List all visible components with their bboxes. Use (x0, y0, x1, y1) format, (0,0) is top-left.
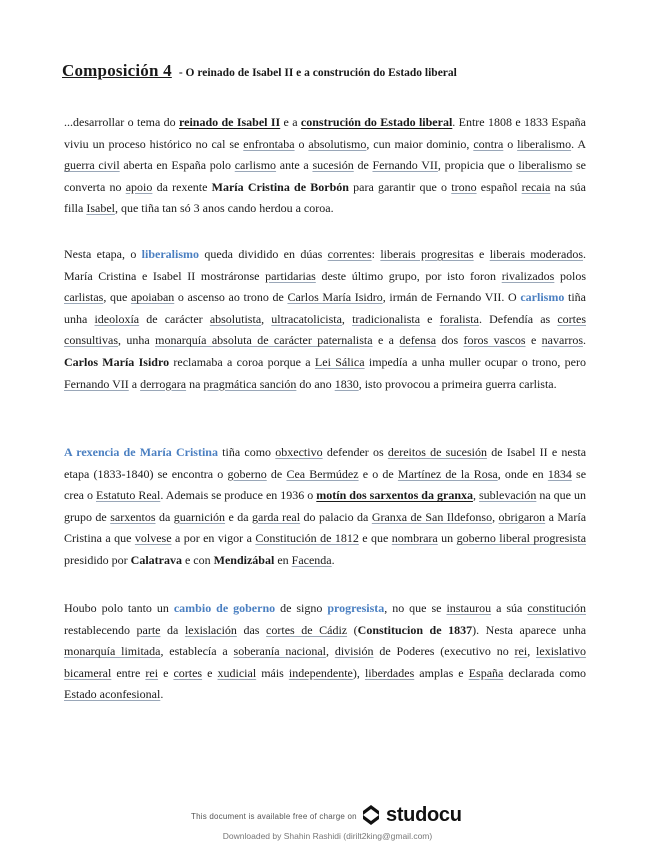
text-run: , (473, 488, 480, 503)
text-run: , cun maior dominio, (366, 136, 474, 151)
text-run: . Ademais se produce en 1936 o (160, 488, 317, 503)
text-run: da rexente (152, 179, 212, 194)
text-run: : (371, 247, 381, 261)
bold-term: Mendizábal (213, 552, 275, 567)
text-run: , (261, 311, 272, 326)
availability-note: This document is available free of charge on (191, 812, 357, 821)
text-run: Nesta etapa, o (64, 247, 142, 261)
underlined-term: Carlos María Isidro (287, 290, 383, 305)
underlined-term: ideoloxía (94, 311, 140, 326)
underlined-term: soberanía nacional (233, 644, 326, 659)
underlined-term: parte (136, 622, 161, 637)
text-run: na (186, 376, 204, 391)
paragraph-4 (64, 598, 586, 706)
underlined-term: partidarias (265, 268, 316, 283)
bold-term: construción do Estado liberal (300, 115, 453, 129)
text-run: tiña unha (64, 290, 586, 326)
paragraph-3 (64, 442, 586, 572)
highlighted-term: cambio de goberno (173, 601, 276, 615)
underlined-term: ultracatolicista (271, 311, 342, 326)
underlined-term: España (468, 665, 504, 680)
text-run: , onde en (497, 466, 548, 481)
underlined-term: garda real (252, 509, 301, 524)
underlined-term: contra (473, 136, 504, 151)
underlined-term: derrogara (140, 376, 187, 391)
text-run: a súa (491, 601, 528, 615)
underlined-term: Isabel (86, 201, 115, 216)
text-run: deste último grupo, por isto foron (315, 268, 502, 283)
title-subtitle: - O reinado de Isabel II e a construción do Estado liberal (178, 67, 457, 79)
studocu-brand: studocu (386, 803, 462, 826)
underlined-term: Estado aconfesional (64, 687, 161, 702)
text-run: o (294, 136, 309, 151)
underlined-term: monarquía absoluta de carácter paternalista (155, 333, 373, 348)
text-run: da (160, 622, 185, 637)
text-run: e (158, 665, 174, 680)
footer (0, 800, 655, 848)
bold-term: reinado de Isabel II (179, 115, 281, 129)
text-run: do ano (296, 376, 335, 391)
text-run: se crea o (64, 466, 587, 503)
text-run: presidido por (64, 552, 131, 567)
text-run: , irmán de Fernando VII. O (382, 290, 521, 305)
underlined-term: enfrontaba (243, 136, 295, 151)
underlined-term: correntes (327, 247, 372, 261)
underlined-term: 1834 (547, 466, 572, 481)
text-run: , no que se (384, 601, 447, 615)
text-run: ( (347, 622, 358, 637)
highlighted-term: liberalismo (141, 247, 199, 261)
underlined-term: foralista (439, 311, 479, 326)
text-run: amplas e (414, 665, 469, 680)
text-run: , establecía a (160, 644, 234, 659)
text-run: ...desarrollar o tema do (64, 115, 180, 129)
text-run: o ascenso ao trono de (174, 290, 288, 305)
underlined-term: liberdades (364, 665, 415, 680)
text-run: Houbo polo tanto un (64, 601, 174, 615)
text-run: de (353, 158, 373, 173)
text-run: e que (358, 531, 392, 546)
underlined-term: obxectivo (275, 445, 323, 459)
underlined-term: recaia (521, 179, 551, 194)
underlined-term: rivalizados (501, 268, 555, 283)
text-run: polos (554, 268, 586, 283)
text-run: e o de (358, 466, 398, 481)
text-run: se converta no (64, 158, 586, 194)
underlined-term: volvese (134, 531, 172, 546)
text-run: máis (256, 665, 289, 680)
text-run: impedía a unha muller ocupar o trono, pero (364, 354, 587, 369)
underlined-term: dereitos de sucesión (387, 445, 487, 459)
text-run: na que un grupo de (64, 488, 587, 524)
text-run: reclamaba a coroa porque a (169, 354, 315, 369)
text-run: . Entre 1808 e 1833 España viviu un proceso histórico no cal se (64, 115, 586, 151)
underlined-term: guerra civil (64, 158, 120, 173)
underlined-term: guarnición (173, 509, 226, 524)
download-note: Downloaded by Shahin Rashidi (dirilt2king@gmail.com) (222, 831, 433, 841)
text-run: , (527, 644, 537, 659)
underlined-term: lexislativo bicameral (64, 644, 587, 680)
text-run: a (128, 376, 141, 391)
underlined-term: navarros (541, 333, 583, 348)
text-run: , (492, 509, 499, 524)
text-run: e (420, 311, 440, 326)
underlined-term: cortes (173, 665, 203, 680)
text-run: queda dividido en dúas (198, 247, 328, 261)
text-run: , propicia que o (437, 158, 519, 173)
underlined-term: instaurou (446, 601, 492, 615)
underlined-term: goberno liberal progresista (456, 531, 587, 546)
underlined-term: nombrara (391, 531, 438, 546)
underlined-term: Fernando VII (372, 158, 438, 173)
underlined-term: carlistas (64, 290, 104, 305)
text-run: un (437, 531, 457, 546)
text-run: o (503, 136, 518, 151)
text-run: a María Cristina a que (64, 509, 587, 546)
underlined-term: Cea Bermúdez (286, 466, 359, 481)
text-run: a por en vigor a (171, 531, 256, 546)
text-run: entre (111, 665, 146, 680)
text-run: ante a (276, 158, 313, 173)
underlined-term: Fernando VII (64, 376, 129, 391)
text-run: de signo (275, 601, 328, 615)
underlined-term: liberais progresitas (380, 247, 474, 261)
text-run: na súa filla (64, 179, 587, 216)
underlined-term: trono (451, 179, 477, 194)
text-run: e a (372, 333, 400, 348)
text-run: , que (103, 290, 131, 305)
underlined-term: Estatuto Real (95, 488, 161, 503)
text-run: dos (436, 333, 464, 348)
text-run: , (326, 644, 335, 659)
underlined-term: cortes de Cádiz (266, 622, 348, 637)
underlined-term: liberalismo (517, 136, 572, 151)
text-run: aberta en España polo (119, 158, 235, 173)
text-run: . (331, 552, 335, 567)
text-run: e (202, 665, 218, 680)
text-run: defender os (322, 445, 388, 459)
text-run: e con (181, 552, 214, 567)
underlined-term: Martínez de la Rosa (397, 466, 498, 481)
text-run: e da (225, 509, 253, 524)
underlined-term: foros vascos (463, 333, 526, 348)
underlined-term: defensa (399, 333, 437, 348)
underlined-term: lexislación (184, 622, 237, 637)
bold-term: María Cristina de Borbón (211, 179, 349, 194)
underlined-term: Granxa de San Ildefonso (371, 509, 493, 524)
text-run: tiña como (217, 445, 276, 459)
underlined-term: independente (288, 665, 353, 680)
text-run: . (583, 333, 586, 348)
text-run: . María Cristina e Isabel II mostráronse (64, 247, 587, 283)
text-run: e (525, 333, 542, 348)
underlined-term: absolutismo (308, 136, 367, 151)
underlined-term: absolutista (209, 311, 262, 326)
underlined-term: monarquía limitada (64, 644, 161, 659)
studocu-logo[interactable] (360, 802, 462, 828)
text-run: das (236, 622, 267, 637)
text-run: . (160, 687, 164, 702)
text-run: . Defendía as (478, 311, 558, 326)
underlined-term: cortes consultivas (64, 311, 586, 348)
text-run: restablecendo (64, 622, 137, 637)
underlined-term: Constitución de 1812 (255, 531, 359, 546)
underlined-term: goberno (227, 466, 267, 481)
text-run: en (274, 552, 292, 567)
text-run: de Poderes (executivo no (373, 644, 515, 659)
text-run: declarada como (503, 665, 587, 680)
studocu-logo-icon (360, 803, 382, 827)
text-run: e (473, 247, 490, 261)
text-run: , que tiña tan só 3 anos cando herdou a coroa. (114, 201, 334, 216)
highlighted-term: carlismo (520, 290, 565, 305)
underlined-term: 1830 (334, 376, 359, 391)
text-run: de Isabel II e nesta etapa (1833-1840) se encontra o (64, 445, 587, 481)
underlined-term: sucesión (312, 158, 354, 173)
text-run: de carácter (139, 311, 210, 326)
text-run: da (155, 509, 174, 524)
underlined-term: rei (514, 644, 528, 659)
underlined-term: Lei Sálica (314, 354, 365, 369)
text-run: e a (280, 115, 301, 129)
title-heading: Composición 4 (62, 61, 172, 80)
text-run: . A (571, 136, 586, 151)
underlined-term: sarxentos (110, 509, 156, 524)
underlined-term: rei (145, 665, 159, 680)
text-run: ), (352, 665, 365, 680)
paragraph-2 (64, 244, 586, 395)
text-run: , unha (118, 333, 156, 348)
text-run: ). Nesta aparece unha (472, 622, 587, 637)
text-run: español (476, 179, 522, 194)
bold-term: Constitucion de 1837 (357, 622, 473, 637)
underlined-term: carlismo (234, 158, 277, 173)
text-run: para garantir que o (348, 179, 452, 194)
highlighted-term: progresista (327, 601, 385, 615)
underlined-term: apoiaban (130, 290, 175, 305)
text-run: do palacio da (300, 509, 372, 524)
underlined-term: división (334, 644, 374, 659)
underlined-term: pragmática sanción (203, 376, 297, 391)
bold-term: motín dos sarxentos da granxa (316, 488, 473, 503)
text-run: de (266, 466, 287, 481)
underlined-term: liberalismo (518, 158, 573, 173)
document-title (62, 61, 622, 81)
underlined-term: liberais moderados (489, 247, 584, 261)
underlined-term: xudicial (217, 665, 257, 680)
underlined-term: tradicionalista (352, 311, 421, 326)
paragraph-1 (64, 112, 586, 220)
underlined-term: apoio (125, 179, 153, 194)
highlighted-term: A rexencia de María Cristina (64, 445, 218, 459)
underlined-term: Facenda (291, 552, 332, 567)
underlined-term: obrigaron (498, 509, 546, 524)
text-run: , (341, 311, 353, 326)
bold-term: Carlos María Isidro (64, 354, 170, 369)
underlined-term: sublevación (479, 488, 537, 503)
text-run: , isto provocou a primeira guerra carlista. (358, 376, 557, 391)
bold-term: Calatrava (130, 552, 182, 567)
underlined-term: constitución (527, 601, 586, 615)
